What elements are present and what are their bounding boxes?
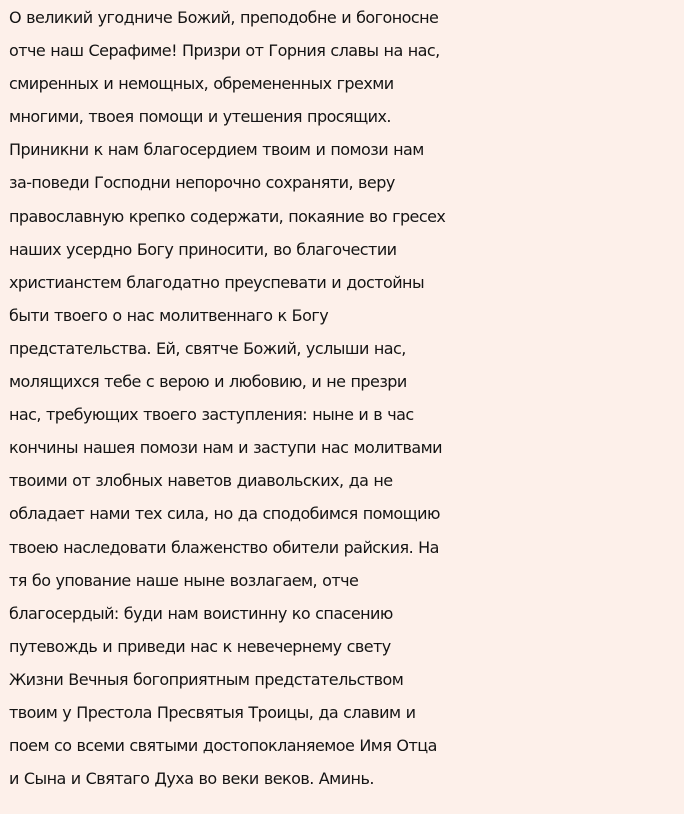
- text-line: православную крепко содержати, покаяние во гресех: [9, 206, 446, 226]
- text-line: кончины нашея помози нам и заступи нас молитвами: [9, 438, 443, 458]
- text-line: Приникни к нам благосердием твоим и помози нам: [9, 140, 424, 160]
- text-line: благосердый: буди нам воистинну ко спасению: [9, 603, 393, 623]
- text-line: за-поведи Господни непорочно сохраняти, веру: [9, 173, 395, 193]
- text-line: поем со всеми святыми достопокланяемое Имя Отца: [9, 736, 437, 756]
- text-line: наших усердно Богу приносити, во благочестии: [9, 239, 397, 259]
- text-line: смиренных и немощных, обремененных грехми: [9, 74, 394, 94]
- text-line: О великий угодниче Божий, преподобне и богоносне: [9, 8, 439, 27]
- text-line: Жизни Вечныя богоприятным предстательством: [9, 669, 404, 689]
- text-line: твоим у Престола Пресвятыя Троицы, да славим и: [9, 702, 416, 722]
- text-line: быти твоего о нас молитвеннаго к Богу: [9, 305, 329, 325]
- prayer-text-block: [9, 1, 681, 795]
- text-line: и Сына и Святаго Духа во веки веков. Аминь.: [9, 769, 374, 789]
- text-line: нас, требующих твоего заступления: ныне и в час: [9, 405, 414, 425]
- text-line: отче наш Серафиме! Призри от Горния славы на нас,: [9, 41, 440, 61]
- text-line: многими, твоея помощи и утешения просящих.: [9, 107, 391, 127]
- text-line: молящихся тебе с верою и любовию, и не презри: [9, 372, 407, 392]
- text-line: тя бо упование наше ныне возлагаем, отче: [9, 570, 359, 590]
- text-line: обладает нами тех сила, но да сподобимся помощию: [9, 504, 440, 524]
- text-line: предстательства. Ей, святче Божий, услыши нас,: [9, 338, 406, 358]
- text-line: твоею наследовати блаженство обители райския. На: [9, 537, 439, 557]
- text-line: христианстем благодатно преуспевати и достойны: [9, 272, 425, 292]
- text-line: твоими от злобных наветов диавольских, да не: [9, 471, 393, 491]
- text-line: путевождь и приведи нас к невечернему свету: [9, 636, 391, 656]
